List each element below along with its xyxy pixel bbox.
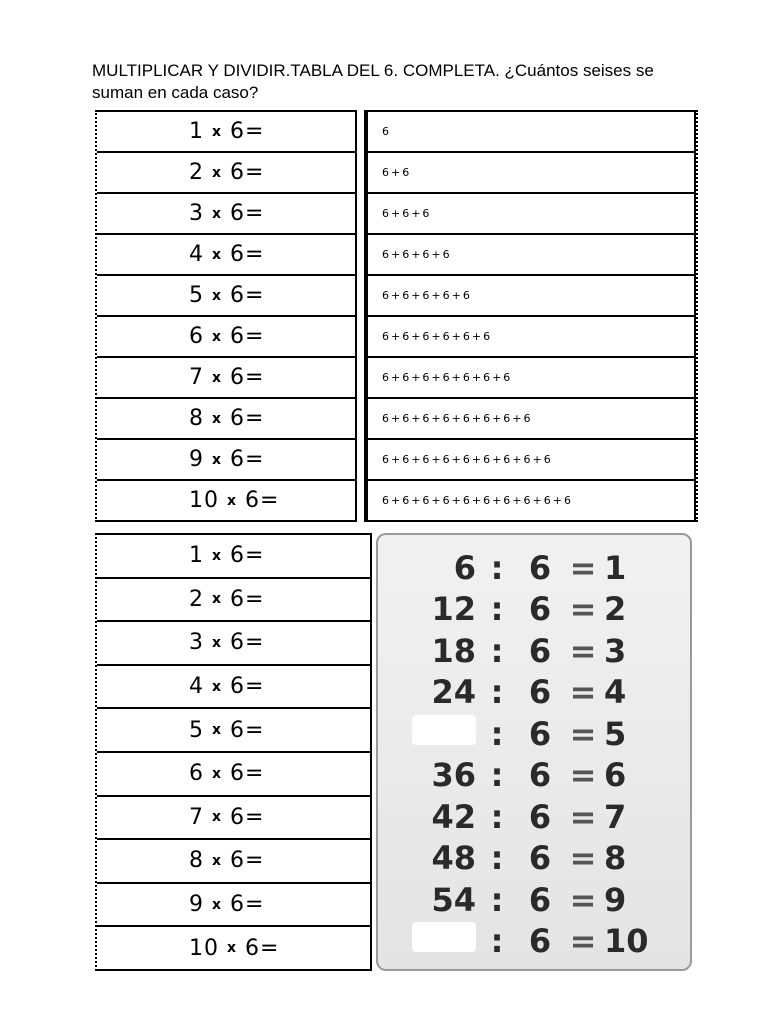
division-row	[378, 672, 690, 714]
division-sign: :	[490, 880, 504, 919]
dividend: 54	[431, 880, 476, 919]
factor-number: 8	[189, 406, 204, 431]
divisor: 6	[528, 714, 552, 753]
division-row	[378, 630, 690, 672]
factor-six-equals: 6=	[230, 283, 265, 308]
divisor: 6	[528, 673, 552, 712]
factor-number: 2	[189, 160, 204, 185]
division-sign: :	[490, 631, 504, 670]
quotient: 3	[604, 631, 627, 670]
equation-row[interactable]	[97, 110, 357, 153]
equation-row[interactable]	[97, 707, 372, 753]
equation-row[interactable]	[97, 620, 372, 666]
equation-row[interactable]	[97, 795, 372, 841]
division-sign: :	[490, 673, 504, 712]
division-sign: :	[490, 590, 504, 629]
division-row	[378, 921, 690, 963]
division-row	[378, 796, 690, 838]
sum-row[interactable]	[368, 274, 696, 317]
multiply-sign: x	[212, 765, 223, 782]
division-sign: :	[490, 797, 504, 836]
factor-number: 7	[189, 365, 204, 390]
division-row	[378, 838, 690, 880]
division-sign: :	[490, 714, 504, 753]
sum-row[interactable]	[368, 315, 696, 358]
equation-row[interactable]	[97, 479, 357, 522]
sum-row[interactable]	[368, 192, 696, 235]
equals-sign: =	[569, 922, 597, 961]
equation-row[interactable]	[97, 192, 357, 235]
divisor: 6	[528, 631, 552, 670]
quotient: 6	[604, 756, 627, 795]
equation-row[interactable]	[97, 838, 372, 884]
factor-number: 7	[189, 804, 204, 830]
multiply-sign: x	[212, 287, 223, 304]
equation-row[interactable]	[97, 664, 372, 710]
factor-number: 1	[189, 543, 204, 569]
division-table	[376, 533, 692, 971]
answer-blank-box[interactable]	[412, 922, 476, 952]
quotient: 1	[604, 548, 627, 587]
factor-number: 10	[189, 488, 219, 513]
repeated-sum: 6+6+6+6+6	[382, 289, 472, 302]
repeated-sum: 6	[382, 125, 391, 138]
top-sums-column	[364, 110, 698, 522]
divisor: 6	[528, 590, 552, 629]
multiply-sign: x	[212, 809, 223, 826]
equation-row[interactable]	[97, 882, 372, 928]
factor-six-equals: 6=	[230, 543, 265, 569]
dividend: 36	[431, 756, 476, 795]
answer-blank-box[interactable]	[412, 715, 476, 745]
multiply-sign: x	[212, 591, 223, 608]
sum-row[interactable]	[368, 356, 696, 399]
equals-sign: =	[569, 839, 597, 878]
quotient: 7	[604, 797, 627, 836]
factor-six-equals: 6=	[230, 406, 265, 431]
factor-six-equals: 6=	[230, 160, 265, 185]
factor-number: 9	[189, 447, 204, 472]
factor-number: 6	[189, 324, 204, 349]
equation-row[interactable]	[97, 315, 357, 358]
multiply-sign: x	[212, 722, 223, 739]
sum-row[interactable]	[368, 438, 696, 481]
equation-row[interactable]	[97, 577, 372, 623]
factor-six-equals: 6=	[230, 201, 265, 226]
factor-six-equals: 6=	[230, 804, 265, 830]
factor-six-equals: 6=	[230, 586, 265, 612]
factor-six-equals: 6=	[230, 630, 265, 656]
quotient: 10	[604, 922, 649, 961]
divisor: 6	[528, 880, 552, 919]
equals-sign: =	[569, 714, 597, 753]
multiply-sign: x	[227, 940, 238, 957]
equation-row[interactable]	[97, 533, 372, 579]
equals-sign: =	[569, 797, 597, 836]
repeated-sum: 6+6+6+6	[382, 248, 452, 261]
quotient: 2	[604, 590, 627, 629]
repeated-sum: 6+6+6+6+6+6+6+6+6+6	[382, 494, 573, 507]
factor-number: 6	[189, 761, 204, 787]
divisor: 6	[528, 839, 552, 878]
dividend-blank[interactable]	[378, 715, 476, 753]
divisor: 6	[528, 756, 552, 795]
dividend: 12	[431, 590, 476, 629]
factor-six-equals: 6=	[230, 365, 265, 390]
factor-number: 3	[189, 630, 204, 656]
factor-six-equals: 6=	[245, 935, 280, 961]
factor-six-equals: 6=	[245, 488, 280, 513]
factor-six-equals: 6=	[230, 848, 265, 874]
equals-sign: =	[569, 880, 597, 919]
divisor: 6	[528, 797, 552, 836]
factor-number: 4	[189, 674, 204, 700]
equation-row[interactable]	[97, 274, 357, 317]
factor-six-equals: 6=	[230, 324, 265, 349]
repeated-sum: 6+6+6+6+6+6+6	[382, 371, 513, 384]
divisor: 6	[528, 922, 552, 961]
equation-row[interactable]	[97, 356, 357, 399]
factor-number: 9	[189, 892, 204, 918]
equals-sign: =	[569, 756, 597, 795]
multiply-sign: x	[212, 896, 223, 913]
factor-number: 5	[189, 717, 204, 743]
sum-row[interactable]	[368, 151, 696, 194]
equation-row[interactable]	[97, 751, 372, 797]
dividend: 42	[431, 797, 476, 836]
multiply-sign: x	[212, 547, 223, 564]
repeated-sum: 6+6	[382, 166, 412, 179]
factor-six-equals: 6=	[230, 119, 265, 144]
dividend-blank[interactable]	[378, 922, 476, 960]
multiply-sign: x	[212, 410, 223, 427]
multiply-sign: x	[212, 634, 223, 651]
dividend: 6	[453, 548, 476, 587]
division-sign: :	[490, 548, 504, 587]
multiply-sign: x	[212, 678, 223, 695]
dividend: 48	[431, 839, 476, 878]
equals-sign: =	[569, 590, 597, 629]
factor-six-equals: 6=	[230, 447, 265, 472]
equation-row[interactable]	[97, 438, 357, 481]
multiply-sign: x	[212, 852, 223, 869]
divisor: 6	[528, 548, 552, 587]
factor-number: 8	[189, 848, 204, 874]
factor-number: 10	[189, 935, 219, 961]
division-row	[378, 713, 690, 755]
factor-six-equals: 6=	[230, 242, 265, 267]
sum-row[interactable]	[368, 233, 696, 276]
factor-number: 2	[189, 586, 204, 612]
quotient: 4	[604, 673, 627, 712]
division-sign: :	[490, 756, 504, 795]
repeated-sum: 6+6+6+6+6+6	[382, 330, 493, 343]
equation-row[interactable]	[97, 233, 357, 276]
equals-sign: =	[569, 631, 597, 670]
equation-row[interactable]	[97, 925, 372, 971]
multiply-sign: x	[227, 492, 238, 509]
division-row	[378, 547, 690, 589]
division-row	[378, 879, 690, 921]
repeated-sum: 6+6+6	[382, 207, 432, 220]
sum-row[interactable]	[368, 479, 696, 522]
multiply-sign: x	[212, 451, 223, 468]
division-sign: :	[490, 922, 504, 961]
dividend: 24	[431, 673, 476, 712]
factor-number: 1	[189, 119, 204, 144]
equation-row[interactable]	[97, 397, 357, 440]
multiply-sign: x	[212, 328, 223, 345]
repeated-sum: 6+6+6+6+6+6+6+6	[382, 412, 533, 425]
factor-six-equals: 6=	[230, 674, 265, 700]
factor-number: 4	[189, 242, 204, 267]
division-row	[378, 589, 690, 631]
factor-six-equals: 6=	[230, 761, 265, 787]
quotient: 5	[604, 714, 627, 753]
multiply-sign: x	[212, 246, 223, 263]
factor-six-equals: 6=	[230, 717, 265, 743]
multiply-sign: x	[212, 205, 223, 222]
top-equations-column	[95, 110, 357, 522]
factor-number: 5	[189, 283, 204, 308]
multiply-sign: x	[212, 164, 223, 181]
equation-row[interactable]	[97, 151, 357, 194]
multiply-sign: x	[212, 123, 223, 140]
bottom-equations-column	[95, 533, 372, 971]
factor-six-equals: 6=	[230, 892, 265, 918]
quotient: 9	[604, 880, 627, 919]
repeated-sum: 6+6+6+6+6+6+6+6+6	[382, 453, 553, 466]
sum-row[interactable]	[368, 397, 696, 440]
equals-sign: =	[569, 673, 597, 712]
quotient: 8	[604, 839, 627, 878]
sum-row[interactable]	[368, 110, 696, 153]
page-title: MULTIPLICAR Y DIVIDIR.TABLA DEL 6. COMPLETA. ¿Cuántos seises se suman en cada caso?	[92, 61, 654, 102]
multiply-sign: x	[212, 369, 223, 386]
factor-number: 3	[189, 201, 204, 226]
division-sign: :	[490, 839, 504, 878]
division-row	[378, 755, 690, 797]
dividend: 18	[431, 631, 476, 670]
equals-sign: =	[569, 548, 597, 587]
